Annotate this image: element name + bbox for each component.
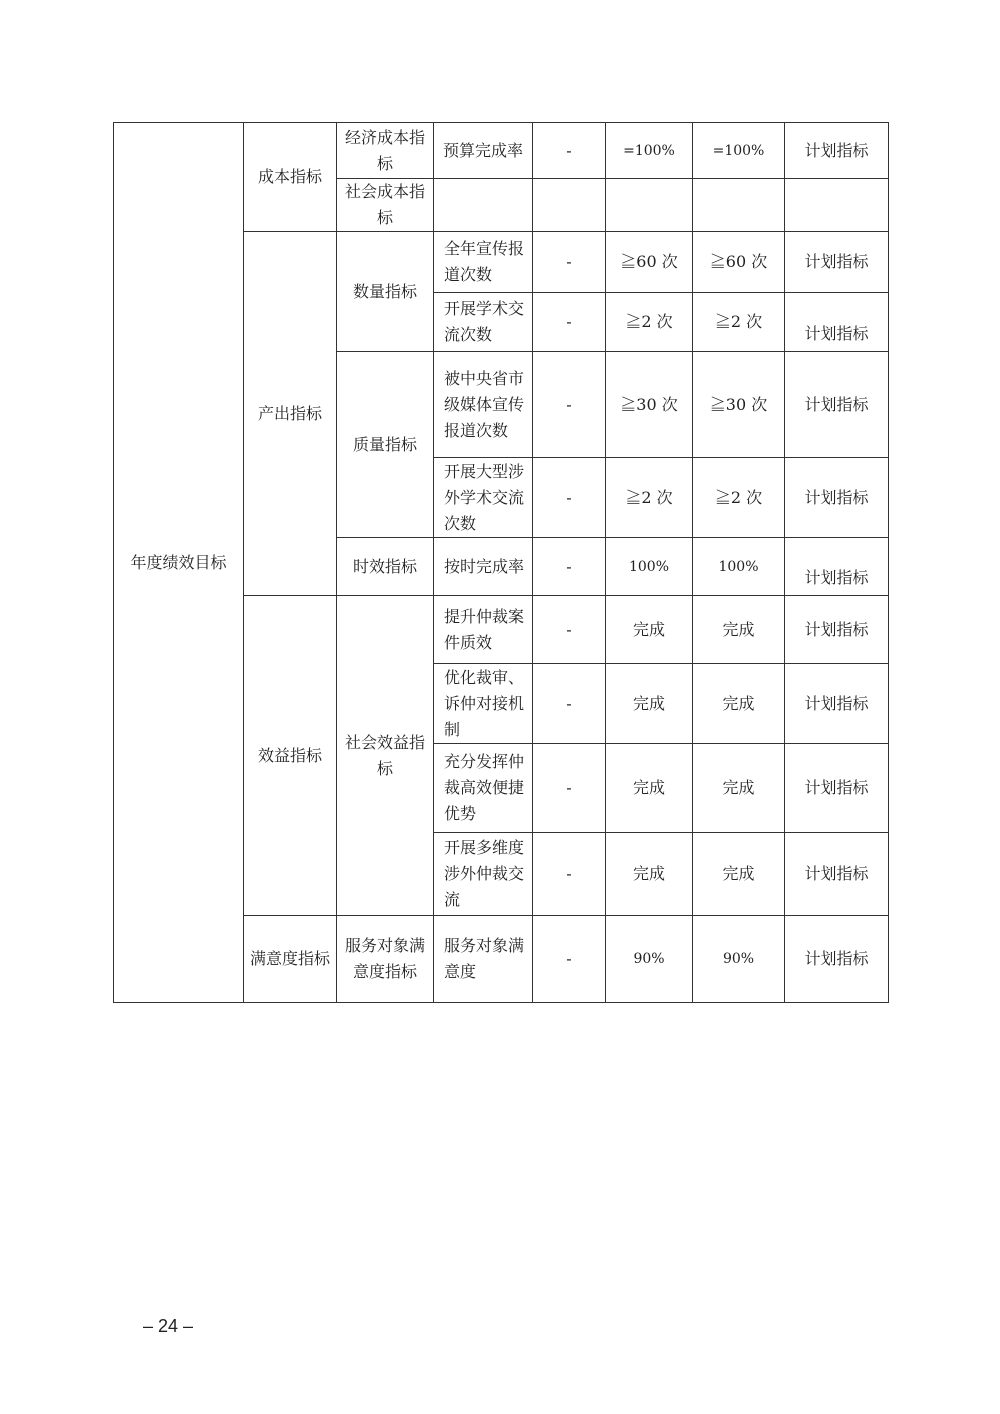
note-cell: 计划指标 <box>785 538 889 596</box>
section-cell: 年度绩效目标 <box>114 123 244 1003</box>
actual-cell: 90% <box>693 916 785 1003</box>
subcategory-cell: 时效指标 <box>337 538 434 596</box>
indicator-name-cell: 开展学术交流次数 <box>434 293 533 352</box>
target-cell: 90% <box>606 916 693 1003</box>
target-cell: 完成 <box>606 833 693 916</box>
target-cell: ≧30 次 <box>606 352 693 458</box>
target-cell: ≧2 次 <box>606 293 693 352</box>
target-cell: =100% <box>606 123 693 179</box>
dash-cell: - <box>533 916 606 1003</box>
actual-cell: =100% <box>693 123 785 179</box>
note-cell: 计划指标 <box>785 458 889 538</box>
page-number: – 24 – <box>143 1316 194 1336</box>
note-cell: 计划指标 <box>785 744 889 833</box>
dash-cell: - <box>533 596 606 664</box>
subcategory-cell: 经济成本指标 <box>337 123 434 179</box>
indicator-name-cell: 优化裁审、诉仲对接机制 <box>434 664 533 744</box>
performance-table <box>113 122 889 1003</box>
note-cell <box>785 179 889 232</box>
subcategory-cell: 社会效益指标 <box>337 596 434 916</box>
indicator-name-cell: 提升仲裁案件质效 <box>434 596 533 664</box>
subcategory-cell: 质量指标 <box>337 352 434 538</box>
target-cell: 100% <box>606 538 693 596</box>
indicator-name-cell: 开展大型涉外学术交流次数 <box>434 458 533 538</box>
target-cell: ≧2 次 <box>606 458 693 538</box>
category-cell: 效益指标 <box>244 596 337 916</box>
target-cell: 完成 <box>606 744 693 833</box>
note-cell: 计划指标 <box>785 833 889 916</box>
note-cell: 计划指标 <box>785 123 889 179</box>
subcategory-cell: 社会成本指标 <box>337 179 434 232</box>
target-cell: ≧60 次 <box>606 232 693 293</box>
actual-cell: 100% <box>693 538 785 596</box>
dash-cell: - <box>533 232 606 293</box>
target-cell: 完成 <box>606 664 693 744</box>
dash-cell <box>533 179 606 232</box>
note-cell: 计划指标 <box>785 596 889 664</box>
indicator-name-cell: 充分发挥仲裁高效便捷优势 <box>434 744 533 833</box>
dash-cell: - <box>533 538 606 596</box>
category-cell: 成本指标 <box>244 123 337 232</box>
target-cell <box>606 179 693 232</box>
subcategory-cell: 数量指标 <box>337 232 434 352</box>
indicator-name-cell: 开展多维度涉外仲裁交流 <box>434 833 533 916</box>
actual-cell: ≧2 次 <box>693 458 785 538</box>
actual-cell: 完成 <box>693 833 785 916</box>
category-cell: 产出指标 <box>244 232 337 596</box>
table-row <box>114 123 889 179</box>
dash-cell: - <box>533 744 606 833</box>
subcategory-cell: 服务对象满意度指标 <box>337 916 434 1003</box>
dash-cell: - <box>533 352 606 458</box>
actual-cell: 完成 <box>693 744 785 833</box>
dash-cell: - <box>533 123 606 179</box>
note-cell: 计划指标 <box>785 916 889 1003</box>
category-cell: 满意度指标 <box>244 916 337 1003</box>
actual-cell: ≧60 次 <box>693 232 785 293</box>
note-cell: 计划指标 <box>785 352 889 458</box>
target-cell: 完成 <box>606 596 693 664</box>
actual-cell: ≧2 次 <box>693 293 785 352</box>
dash-cell: - <box>533 833 606 916</box>
note-cell: 计划指标 <box>785 232 889 293</box>
actual-cell: 完成 <box>693 664 785 744</box>
dash-cell: - <box>533 664 606 744</box>
indicator-name-cell: 全年宣传报道次数 <box>434 232 533 293</box>
actual-cell: ≧30 次 <box>693 352 785 458</box>
indicator-name-cell: 按时完成率 <box>434 538 533 596</box>
indicator-name-cell: 服务对象满意度 <box>434 916 533 1003</box>
actual-cell <box>693 179 785 232</box>
actual-cell: 完成 <box>693 596 785 664</box>
note-cell: 计划指标 <box>785 664 889 744</box>
dash-cell: - <box>533 293 606 352</box>
indicator-name-cell <box>434 179 533 232</box>
dash-cell: - <box>533 458 606 538</box>
indicator-name-cell: 被中央省市级媒体宣传报道次数 <box>434 352 533 458</box>
note-cell: 计划指标 <box>785 293 889 352</box>
indicator-name-cell: 预算完成率 <box>434 123 533 179</box>
